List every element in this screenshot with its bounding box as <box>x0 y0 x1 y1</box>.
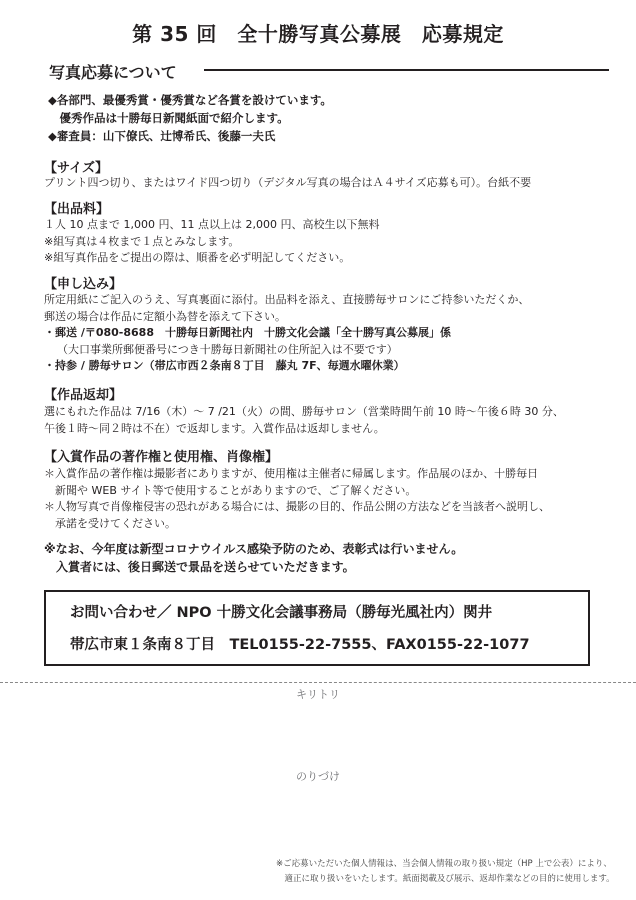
intro-line: ◆審査員：山下僚氏、辻博希氏、後藤一夫氏 <box>48 129 276 143</box>
apply-heading: 【申し込み】 <box>44 277 123 292</box>
return-body <box>44 404 564 437</box>
size-heading: 【サイズ】 <box>44 161 108 176</box>
apply-mail: ・郵送 /〒080-8688 十勝毎日新聞社内 十勝文化会議「全十勝写真公募展」係 <box>44 326 451 339</box>
size-line: プリント四つ切り、またはワイド四つ切り（デジタル写真の場合はＡ４サイズ応募も可）。台紙不要 <box>44 176 532 189</box>
apply-line: 郵送の場合は作品に定額小為替を添えて下さい。 <box>44 309 286 323</box>
rights-line: ＊人物写真で肖像権侵害の恐れがある場合には、撮影の目的、作品公開の方法などを当該者へ説明し、 <box>44 500 550 513</box>
footnote-line: ※ご応募いただいた個人情報は、当会個人情報の取り扱い規定（HP 上で公表）により、 <box>276 859 612 869</box>
fee-line: １人 10 点まで 1,000 円、11 点以上は 2,000 円、高校生以下無料 <box>44 218 380 231</box>
fee-body <box>44 217 379 267</box>
rights-body <box>44 466 550 532</box>
section-divider <box>204 69 609 71</box>
contact-address: 帯広市東１条南８丁目 TEL0155-22-7555、FAX0155-22-1077 <box>70 637 530 653</box>
return-line: 午後１時～同２時は不在）で返却します。入賞作品は返却しません。 <box>44 421 385 435</box>
cut-line <box>0 682 636 683</box>
intro-line: 優秀作品は十勝毎日新聞紙面で紹介します。 <box>48 111 289 125</box>
size-body <box>44 175 531 192</box>
notice-line: ※なお、今年度は新型コロナウイルス感染予防のため、表彰式は行いません。 <box>44 542 464 556</box>
glue-label: のりづけ <box>296 770 340 783</box>
rights-line: 新聞や WEB サイト等で使用することがありますので、ご了解ください。 <box>44 483 417 497</box>
rights-line: 承諾を受けてください。 <box>44 516 176 530</box>
return-heading: 【作品返却】 <box>44 388 123 403</box>
section-heading: 写真応募について <box>49 63 177 82</box>
rights-line: ＊入賞作品の著作権は撮影者にありますが、使用権は主催者に帰属します。作品展のほか、十勝毎日 <box>44 467 539 480</box>
intro-line: ◆各部門、最優秀賞・優秀賞など各賞を設けています。 <box>48 93 332 107</box>
fee-line: ※組写真は４枚まで１点とみなします。 <box>44 234 240 248</box>
page-title: 第 35 回 全十勝写真公募展 応募規定 <box>132 22 504 46</box>
notice-block <box>44 540 463 576</box>
apply-line: 所定用紙にご記入のうえ、写真裏面に添付。出品料を添え、直接勝毎サロンにご持参いただくか、 <box>44 293 530 306</box>
rights-heading: 【入賞作品の著作権と使用権、肖像権】 <box>44 450 279 465</box>
footnote-line: 適正に取り扱いをいたします。紙面掲載及び展示、返却作業などの目的に使用します。 <box>276 874 615 884</box>
contact-line: お問い合わせ／ NPO 十勝文化会議事務局（勝毎光風社内）関井 <box>70 605 493 621</box>
fee-heading: 【出品料】 <box>44 202 110 217</box>
privacy-footnote <box>276 857 615 887</box>
apply-body <box>44 292 529 375</box>
cut-label: キリトリ <box>296 688 340 701</box>
apply-bring: ・持参 / 勝毎サロン（帯広市西２条南８丁目 藤丸 7F、毎週水曜休業） <box>44 359 405 372</box>
return-line: 選にもれた作品は 7/16（木）～ 7 /21（火）の間、勝毎サロン（営業時間午前 10 時～午後６時 30 分、 <box>44 405 564 418</box>
intro-block <box>48 91 332 145</box>
fee-line: ※組写真作品をご提出の際は、順番を必ず明記してください。 <box>44 251 351 264</box>
notice-line: 入賞者には、後日郵送で景品を送らせていただきます。 <box>44 560 355 574</box>
apply-mail-note: （大口事業所郵便番号につき十勝毎日新聞社の住所記入は不要です） <box>57 342 398 356</box>
